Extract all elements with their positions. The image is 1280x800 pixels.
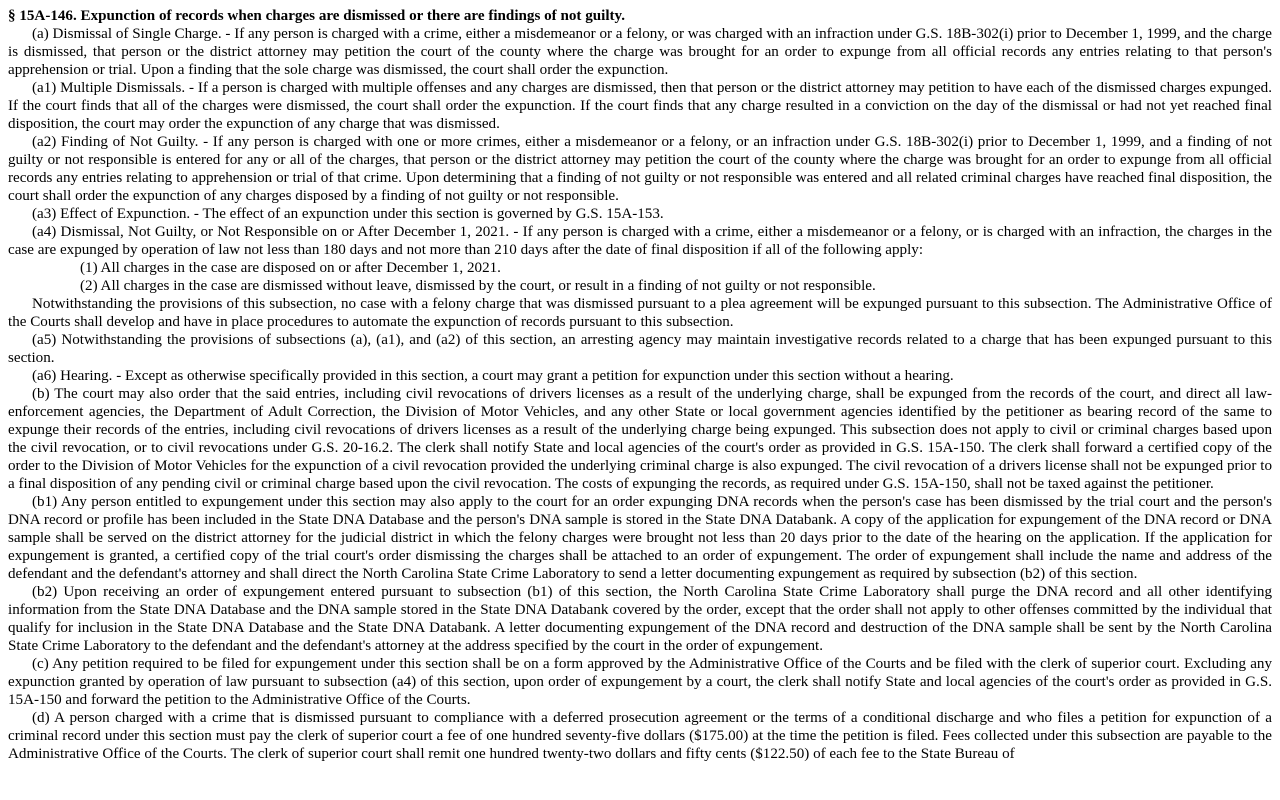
list-item-a4-2: (2) All charges in the case are dismissed without leave, dismissed by the court, or result in a finding of not guilty or not responsible. (80, 278, 876, 294)
paragraph-a5: (a5) Notwithstanding the provisions of subsections (a), (a1), and (a2) of this section, an arresting agency may maintain investigative records related to a charge that has been expunged pursuant to this section. (8, 332, 1272, 366)
paragraph-d: (d) A person charged with a crime that is dismissed pursuant to compliance with a deferred prosecution agreement or the terms of a conditional discharge and who files a petition for expunction of a criminal record under this section must pay the clerk of superior court a fee of one hundred seventy-five dollars ($175.00) at the time the petition is filed. Fees collected under this subsection are payable to the Administrative Office of the Courts. The clerk of superior court shall remit one hundred twenty-two dollars and fifty cents ($122.50) of each fee to the State Bureau of (8, 710, 1272, 762)
paragraph-b2: (b2) Upon receiving an order of expungement entered pursuant to subsection (b1) of this section, the North Carolina State Crime Laboratory shall purge the DNA record and all other identifying information from the State DNA Database and the DNA sample stored in the State DNA Databank covered by the order, except that the order shall not apply to other offenses committed by the individual that qualify for inclusion in the State DNA Database and the State DNA Databank. A letter documenting expungement of the DNA record and destruction of the DNA sample shall be sent by the North Carolina State Crime Laboratory to the defendant and the defendant's attorney at the address specified by the court in the order of expungement. (8, 584, 1272, 654)
paragraph-a2: (a2) Finding of Not Guilty. - If any person is charged with one or more crimes, either a misdemeanor or a felony, or an infraction under G.S. 18B-302(i) prior to December 1, 1999, and a finding of not guilty or not responsible is entered for any or all of the charges, that person or the district attorney may petition the court of the county where the charge was brought for an order to expunge from all official records any entries relating to apprehension or trial of that crime. Upon determining that a finding of not guilty or not responsible was entered and all related criminal charges have reached final disposition, the court shall order the expunction of any charges disposed by a finding of not guilty or not responsible. (8, 134, 1272, 204)
paragraph-a4: (a4) Dismissal, Not Guilty, or Not Responsible on or After December 1, 2021. - If any person is charged with a crime, either a misdemeanor or a felony, or is charged with an infraction, the charges in the case are expunged by operation of law not less than 180 days and not more than 210 days after the date of final disposition if all of the following apply: (8, 224, 1272, 258)
list-item-a4-1: (1) All charges in the case are disposed on or after December 1, 2021. (80, 260, 501, 276)
paragraph-b: (b) The court may also order that the said entries, including civil revocations of drivers licenses as a result of the underlying charge, shall be expunged from the records of the court, and direct all law-enforcement agencies, the Department of Adult Correction, the Division of Motor Vehicles, and any other State or local government agencies identified by the petitioner as bearing record of the same to expunge their records of the entries, including civil revocations of drivers licenses as a result of the underlying charge being expunged. This subsection does not apply to civil or criminal charges based upon the civil revocation, or to civil revocations under G.S. 20-16.2. The clerk shall notify State and local agencies of the court's order as provided in G.S. 15A-150. The clerk shall forward a certified copy of the order to the Division of Motor Vehicles for the expunction of a civil revocation provided the underlying criminal charge is also expunged. The civil revocation of a drivers license shall not be expunged prior to a final disposition of any pending civil or criminal charge based upon the civil revocation. The costs of expunging the records, as required under G.S. 15A-150, shall not be taxed against the petitioner. (8, 386, 1272, 492)
paragraph-b1: (b1) Any person entitled to expungement under this section may also apply to the court for an order expunging DNA records when the person's case has been dismissed by the trial court and the person's DNA record or profile has been included in the State DNA Database and the person's DNA sample is stored in the State DNA Databank. A copy of the application for expungement of the DNA record or DNA sample shall be served on the district attorney for the judicial district in which the felony charges were brought not less than 20 days prior to the date of the hearing on the application. If the application for expungement is granted, a certified copy of the trial court's order dismissing the charges shall be attached to an order of expungement. The order of expungement shall include the name and address of the defendant and the defendant's attorney and shall direct the North Carolina State Crime Laboratory to send a letter documenting expungement as required by subsection (b2) of this section. (8, 494, 1272, 582)
paragraph-a6: (a6) Hearing. - Except as otherwise specifically provided in this section, a court may grant a petition for expunction under this section without a hearing. (32, 368, 954, 384)
paragraph-a: (a) Dismissal of Single Charge. - If any person is charged with a crime, either a misdemeanor or a felony, or was charged with an infraction under G.S. 18B-302(i) prior to December 1, 1999, and the charge is dismissed, that person or the district attorney may petition the court of the county where the charge was brought for an order to expunge from all official records any entries relating to that person's apprehension or trial. Upon a finding that the sole charge was dismissed, the court shall order the expunction. (8, 26, 1272, 78)
paragraph-a4-notwithstanding: Notwithstanding the provisions of this subsection, no case with a felony charge that was dismissed pursuant to a plea agreement will be expunged pursuant to this subsection. The Administrative Office of the Courts shall develop and have in place procedures to automate the expunction of records pursuant to this subsection. (8, 296, 1272, 330)
paragraph-c: (c) Any petition required to be filed for expungement under this section shall be on a form approved by the Administrative Office of the Courts and be filed with the clerk of superior court. Excluding any expunction granted by operation of law pursuant to subsection (a4) of this section, upon order of expungement by a court, the clerk shall notify State and local agencies of the court's order as provided in G.S. 15A-150 and forward the petition to the Administrative Office of the Courts. (8, 656, 1272, 708)
section-heading: § 15A-146. Expunction of records when charges are dismissed or there are findings of not guilty. (8, 8, 626, 24)
paragraph-a3: (a3) Effect of Expunction. - The effect of an expunction under this section is governed by G.S. 15A-153. (32, 206, 664, 222)
paragraph-a1: (a1) Multiple Dismissals. - If a person is charged with multiple offenses and any charges are dismissed, then that person or the district attorney may petition to have each of the dismissed charges expunged. If the court finds that all of the charges were dismissed, the court shall order the expunction. If the court finds that any charge resulted in a conviction on the day of the dismissal or had not yet reached final disposition, the court may order the expunction of any charge that was dismissed. (8, 80, 1272, 132)
